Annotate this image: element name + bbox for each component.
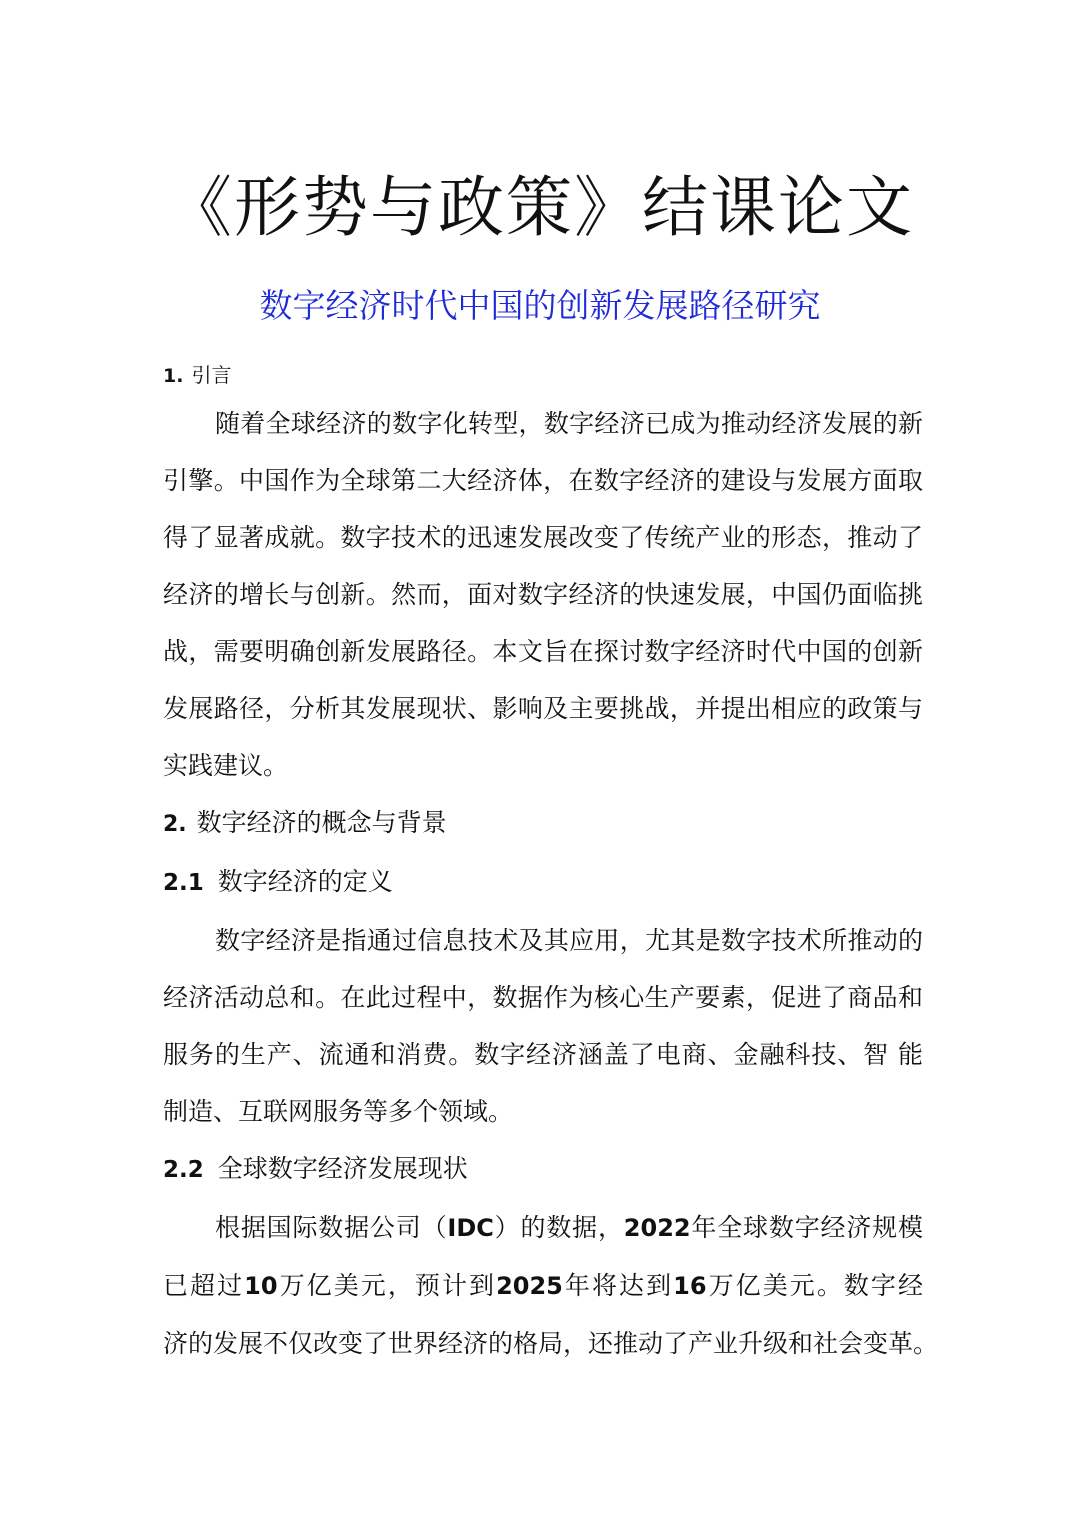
paragraph-line: 制造、互联网服务等多个领域。: [163, 1097, 514, 1126]
text-run: ）的数据，: [493, 1213, 624, 1242]
paper-body: [163, 358, 939, 1372]
paper-title: 《形势与政策》结课论文: [166, 169, 914, 246]
text-run: 万亿美元，预计到: [277, 1271, 497, 1300]
paragraph-line: 实践建议。: [163, 751, 289, 780]
bold-number: 16: [673, 1272, 707, 1300]
paragraph-line: [163, 1199, 923, 1257]
bold-number: 10: [244, 1272, 278, 1300]
paragraph-line: 济的发展不仅改变了世界经济的格局，还推动了产业升级和社会变革。: [163, 1329, 939, 1358]
section-number: 1.: [163, 365, 184, 387]
subsection-title: 数字经济的定义: [217, 867, 393, 896]
paragraph-line: [163, 1257, 923, 1315]
paragraph-line: 数字经济是指通过信息技术及其应用，尤其是数字技术所推动的: [215, 926, 923, 955]
paragraph-line: 经济的增长与创新。然而，面对数字经济的快速发展，中国仍面临挑: [163, 580, 923, 609]
section-heading-intro: [163, 358, 923, 393]
definition-paragraph: [163, 912, 923, 1140]
bold-number: 2025: [496, 1272, 563, 1300]
paragraph-line: 引擎。中国作为全球第二大经济体，在数字经济的建设与发展方面取: [163, 466, 923, 495]
section-title: 数字经济的概念与背景: [196, 808, 447, 837]
paragraph-line: 经济活动总和。在此过程中，数据作为核心生产要素，促进了商品和: [163, 983, 923, 1012]
paragraph-line: 得了显著成就。数字技术的迅速发展改变了传统产业的形态，推动了: [163, 523, 923, 552]
text-run: 已超过: [163, 1271, 245, 1300]
subsection-heading-definition: [163, 853, 923, 912]
paper-subtitle: 数字经济时代中国的创新发展路径研究: [259, 286, 821, 325]
text-run: 年将达到: [562, 1271, 674, 1300]
subsection-number: 2.2: [163, 1157, 204, 1183]
paragraph-line: 随着全球经济的数字化转型，数字经济已成为推动经济发展的新: [215, 409, 923, 438]
section-title: 引言: [191, 363, 232, 387]
paragraph-line: 发展路径，分析其发展现状、影响及主要挑战，并提出相应的政策与: [163, 694, 923, 723]
subsection-number: 2.1: [163, 870, 204, 896]
subsection-title: 全球数字经济发展现状: [217, 1154, 468, 1183]
global-status-paragraph: [163, 1199, 939, 1372]
text-run: 根据国际数据公司（: [215, 1213, 448, 1242]
bold-number: 2022: [623, 1214, 691, 1242]
paragraph-line: 服务的生产、流通和消费。数字经济涵盖了电商、金融科技、智 能: [163, 1040, 923, 1069]
intro-paragraph: [163, 395, 923, 794]
text-run: 万亿美元。数字经: [706, 1271, 923, 1300]
section-number: 2.: [163, 812, 187, 837]
subsection-heading-global-status: [163, 1140, 923, 1199]
bold-text-run: IDC: [447, 1214, 494, 1242]
paragraph-line: 战，需要明确创新发展路径。本文旨在探讨数字经济时代中国的创新: [163, 637, 923, 666]
section-heading-concept: [163, 794, 923, 853]
text-run: 年全球数字经济规模: [690, 1213, 923, 1242]
